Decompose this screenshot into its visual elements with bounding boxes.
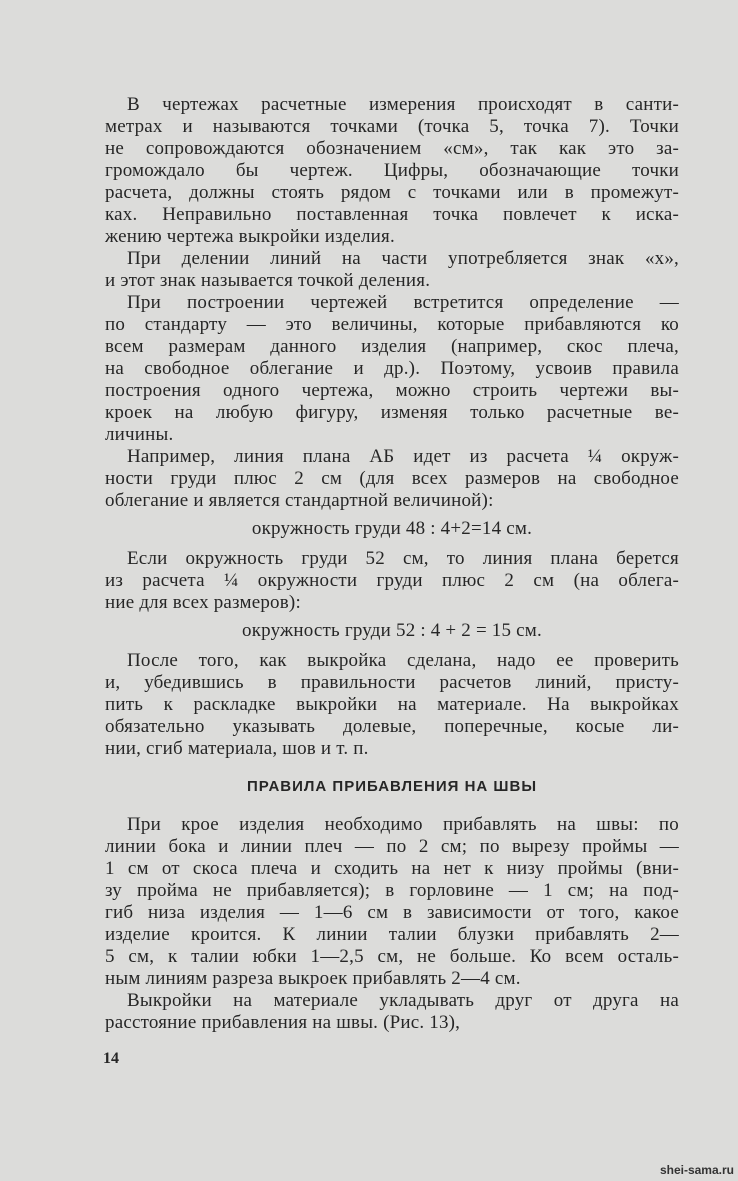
text-line: При делении линий на части употребляется знак «х», <box>127 248 679 269</box>
paragraph <box>105 650 679 760</box>
watermark: shei-sama.ru <box>659 1163 734 1177</box>
text-line: Например, линия плана АБ идет из расчета ¼ окруж- <box>127 446 679 467</box>
text-line: Выкройки на материале укладывать друг от друга на <box>127 990 679 1011</box>
page-body <box>105 94 679 1034</box>
text-line: гиб низа изделия — 1—6 см в зависимости от того, какое <box>105 902 679 923</box>
text-line: на свободное облегание и др.). Поэтому, усвоив правила <box>105 358 679 379</box>
text-line: линии бока и линии плеч — по 2 см; по вырезу проймы — <box>105 836 679 857</box>
text-line: В чертежах расчетные измерения происходят в санти- <box>127 94 679 115</box>
text-line: личины. <box>105 424 174 445</box>
text-line: кроек на любую фигуру, изменяя только расчетные ве- <box>105 402 679 423</box>
text-line: построения одного чертежа, можно строить чертежи вы- <box>105 380 679 401</box>
text-line: по стандарту — это величины, которые прибавляются ко <box>105 314 679 335</box>
paragraph <box>105 94 679 248</box>
text-line: метрах и называются точками (точка 5, точка 7). Точки <box>105 116 679 137</box>
section-heading <box>105 776 679 798</box>
paragraph <box>105 292 679 446</box>
text-line: обязательно указывать долевые, поперечные, косые ли- <box>105 716 679 737</box>
text-line: ках. Неправильно поставленная точка повлечет к иска- <box>105 204 679 225</box>
text-line: окружность груди 48 : 4+2=14 см. <box>251 518 533 539</box>
text-line: расчета, должны стоять рядом с точками или в промежут- <box>105 182 679 203</box>
paragraph <box>105 814 679 990</box>
text-line: Если окружность груди 52 см, то линия плана берется <box>127 548 679 569</box>
text-line: пить к раскладке выкройки на материале. На выкройках <box>105 694 679 715</box>
text-line: облегание и является стандартной величиной): <box>105 490 494 511</box>
paragraph <box>105 548 679 614</box>
text-line: зу пройма не прибавляется); в горловине — 1 см; на под- <box>105 880 679 901</box>
text-line: нии, сгиб материала, шов и т. п. <box>105 738 369 759</box>
text-line: 1 см от скоса плеча и сходить на нет к низу проймы (вни- <box>105 858 679 879</box>
paragraph <box>105 248 679 292</box>
text-line: После того, как выкройка сделана, надо ее проверить <box>127 650 679 671</box>
text-line: ности груди плюс 2 см (для всех размеров на свободное <box>105 468 679 489</box>
formula <box>105 518 679 540</box>
text-line: жению чертежа выкройки изделия. <box>105 226 395 247</box>
text-line: и, убедившись в правильности расчетов линий, присту- <box>105 672 679 693</box>
text-line: При крое изделия необходимо прибавлять на швы: по <box>127 814 679 835</box>
text-line: ПРАВИЛА ПРИБАВЛЕНИЯ НА ШВЫ <box>246 778 538 795</box>
text-line: расстояние прибавления на швы. (Рис. 13), <box>105 1012 461 1033</box>
text-line: и этот знак называется точкой деления. <box>105 270 431 291</box>
text-line: из расчета ¼ окружности груди плюс 2 см (на облега- <box>105 570 679 591</box>
text-line: изделие кроится. К линии талии блузки прибавлять 2— <box>105 924 679 945</box>
text-line: ние для всех размеров): <box>105 592 301 613</box>
text-line: окружность груди 52 : 4 + 2 = 15 см. <box>242 620 542 641</box>
text-line: При построении чертежей встретится определение — <box>127 292 679 313</box>
text-line: 5 см, к талии юбки 1—2,5 см, не больше. Ко всем осталь- <box>105 946 679 967</box>
text-line: не сопровождаются обозначением «см», так как это за- <box>105 138 679 159</box>
formula <box>105 620 679 642</box>
text-line: громождало бы чертеж. Цифры, обозначающие точки <box>105 160 679 181</box>
text-line: ным линиям разреза выкроек прибавлять 2—4 см. <box>105 968 521 989</box>
paragraph <box>105 990 679 1034</box>
page-number: 14 <box>103 1050 119 1067</box>
text-line: всем размерам данного изделия (например, скос плеча, <box>105 336 679 357</box>
paragraph <box>105 446 679 512</box>
